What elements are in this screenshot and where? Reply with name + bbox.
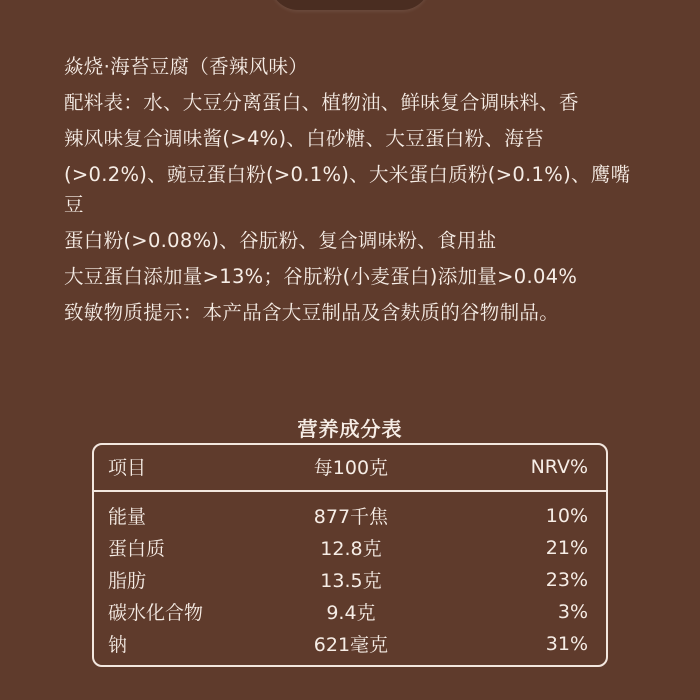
- nutrient-amount: 877千焦: [313, 506, 389, 528]
- nutrient-name: 能量: [108, 506, 147, 528]
- product-name: 焱烧·海苔豆腐（香辣风味）: [64, 55, 309, 78]
- nutrient-nrv: 3%: [557, 600, 589, 623]
- ingredient-line-4: 蛋白粉(>0.08%)、谷朊粉、复合调味粉、食用盐: [64, 229, 497, 252]
- product-information-section: [64, 52, 644, 328]
- nutrition-table-header: [94, 452, 606, 481]
- ingredient-line-1: 配料表：水、大豆分离蛋白、植物油、鲜味复合调味料、香: [64, 91, 579, 114]
- nutrition-table: [92, 443, 608, 667]
- nutrition-row-carbohydrate: [94, 597, 606, 626]
- nutrient-nrv: 23%: [545, 568, 589, 591]
- nutrient-nrv: 21%: [545, 536, 589, 559]
- header-per-100g: 每100克: [313, 457, 389, 479]
- ingredient-line-3: (>0.2%)、豌豆蛋白粉(>0.1%)、大米蛋白质粉(>0.1%)、鹰嘴豆: [64, 163, 631, 216]
- top-decorative-arc: [270, 0, 430, 10]
- nutrition-table-title: 营养成分表: [297, 417, 403, 441]
- nutrient-name: 碳水化合物: [108, 602, 204, 624]
- nutrient-name: 脂肪: [108, 570, 147, 592]
- nutrition-row-protein: [94, 533, 606, 562]
- protein-addition-note: 大豆蛋白添加量>13%；谷朊粉(小麦蛋白)添加量>0.04%: [64, 265, 578, 288]
- allergen-warning: 致敏物质提示：本产品含大豆制品及含麸质的谷物制品。: [64, 301, 560, 324]
- nutrient-amount: 13.5克: [320, 570, 382, 592]
- nutrient-amount: 9.4克: [326, 602, 376, 624]
- nutrient-name: 钠: [108, 634, 128, 656]
- nutrient-nrv: 31%: [545, 632, 589, 655]
- header-nrv: NRV%: [530, 455, 589, 478]
- nutrient-nrv: 10%: [545, 504, 589, 527]
- nutrient-amount: 12.8克: [320, 538, 382, 560]
- header-item: 项目: [108, 457, 147, 479]
- nutrition-row-energy: [94, 501, 606, 530]
- nutrient-amount: 621毫克: [313, 634, 389, 656]
- nutrient-name: 蛋白质: [108, 538, 166, 560]
- ingredient-line-2: 辣风味复合调味酱(>4%)、白砂糖、大豆蛋白粉、海苔: [64, 127, 544, 150]
- header-divider: [94, 490, 606, 492]
- nutrition-row-sodium: [94, 629, 606, 658]
- nutrition-row-fat: [94, 565, 606, 594]
